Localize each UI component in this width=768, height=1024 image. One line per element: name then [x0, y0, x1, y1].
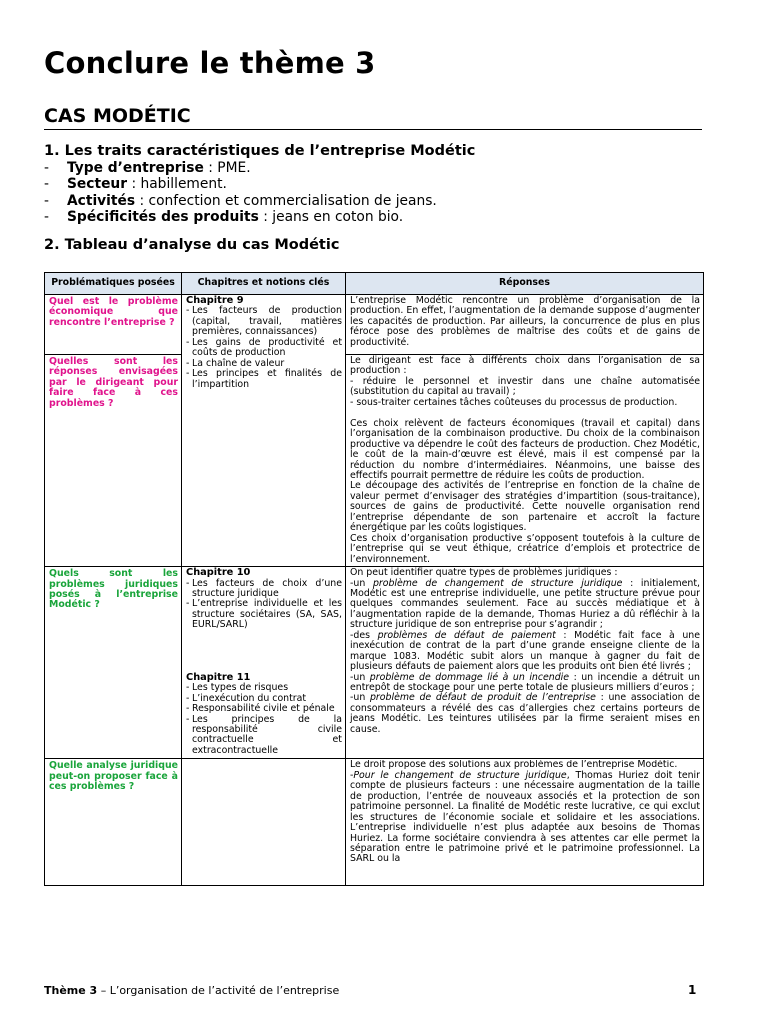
- chapter-cell: [182, 759, 346, 886]
- answer-item: -un problème de dommage lié à un incendie : un incendie a détruit un entrepôt de stockage pour une perte totale de plusieurs milliers d’euros ;: [350, 671, 700, 694]
- answer-item: -un problème de changement de structure juridique : initialement, Modétic est une entreprise individuelle, une petite structure prévue pour quelques commandes seulement. Face au succès médiatique et à l’augmentation rapide de la demande, Thomas Huriez a dû réfléchir à la structure juridique de son entreprise pour s’agrandir ;: [350, 577, 700, 631]
- list-dash: -: [44, 208, 49, 225]
- table-row: [45, 759, 704, 886]
- header-problematiques: Problématiques posées: [45, 273, 182, 295]
- answer-paragraph: Le droit propose des solutions aux problèmes de l’entreprise Modétic.: [350, 760, 678, 771]
- chapter-title: Chapitre 11: [186, 671, 251, 683]
- answer-paragraph: Le découpage des activités de l’entreprise en fonction de la chaîne de valeur permet d’envisager des stratégies d’impartition (sous-traitance), sources de gains de productivité. Cette nouvelle organisation rend l’entreprise dépendante de son partenaire et accroît la facture énergétique par les coûts logistiques.: [350, 480, 700, 534]
- table-row: [45, 355, 704, 567]
- answer-item: -des problèmes de défaut de paiement : Modétic fait face à une inexécution de contrat de la part d’une grande enseigne cliente de la marque 1083. Modétic subit alors un manque à gagner du fait de plusieurs défauts de paiement alors que les produits ont bien été livrés ;: [350, 629, 700, 673]
- question-cell: Quels sont les problèmes juridiques posés à l’entreprise Modétic ?: [45, 567, 182, 759]
- question-cell: Quelles sont les réponses envisagées par le dirigeant pour faire face à ces problèmes ?: [45, 355, 182, 567]
- trait-value: : habillement.: [127, 176, 227, 193]
- table-row: [45, 295, 704, 355]
- trait-value: : PME.: [203, 160, 251, 176]
- table-row: [45, 567, 704, 759]
- notion-item: - Les facteurs de choix d’une structure juridique: [186, 577, 342, 599]
- answer-paragraph: - sous-traiter certaines tâches coûteuses du processus de production.: [350, 396, 678, 408]
- question-cell: Quelle analyse juridique peut-on proposer face à ces problèmes ?: [45, 759, 182, 886]
- answer-paragraph: L’entreprise Modétic rencontre un problème d’organisation de la production. En effet, l’augmentation de la demande suppose d’augmenter les capacités de production. Par ailleurs, la concurrence de plus en plus féroce pose des problèmes de maîtrise des coûts et de gains de productivité.: [350, 295, 700, 348]
- question-cell: Quel est le problème économique que rencontre l’entreprise ?: [45, 295, 182, 355]
- notion-item: - L’inexécution du contrat: [186, 692, 307, 704]
- answer-paragraph: Ces choix relèvent de facteurs économiques (travail et capital) dans l’organisation de la combinaison productive. Du choix de la combinaison productive va dépendre le coût des facteurs de production. Chez Modétic, le coût de la main-d’œuvre est élevé, mais il est compensé par la réduction du nombre d’intermédiaires. Néanmoins, une baisse des effectifs pourrait permettre de réduire les coûts de production.: [350, 417, 700, 481]
- answer-cell: [346, 567, 704, 759]
- answer-cell: [346, 759, 704, 886]
- trait-item: [44, 160, 437, 176]
- chapter-cell: [182, 567, 346, 759]
- notion-item: - Les facteurs de production (capital, travail, matières premières, connaissances): [186, 305, 342, 338]
- list-dash: -: [44, 192, 49, 209]
- answer-item: -Pour le changement de structure juridique, Thomas Huriez doit tenir compte de plusieurs facteurs : une nécessaire augmentation de la taille de production, l’entrée de nouveaux associés et la protection de son patrimoine personnel. La finalité de Modétic reste lucrative, ce qui exclut les structures de l’économie sociale et solidaire et les associations. L’entreprise individuelle n’est plus adaptée aux besoins de Thomas Huriez. La forme sociétaire conviendra à ses attentes car elle permet la séparation entre le patrimoine privé et le patrimoine professionnel. La SARL ou la: [350, 769, 700, 865]
- chapter-title: Chapitre 9: [186, 295, 244, 306]
- notion-item: - Les principes de la responsabilité civile contractuelle et extracontractuelle: [186, 713, 342, 756]
- list-dash: -: [44, 160, 49, 176]
- answer-paragraph: On peut identifier quatre types de problèmes juridiques :: [350, 567, 618, 579]
- answer-paragraph: - réduire le personnel et investir dans une chaîne automatisée (substitution du capital au travail) ;: [350, 375, 700, 398]
- footer-text: [44, 984, 339, 997]
- section1-title: 1. Les traits caractéristiques de l’entreprise Modétic: [44, 143, 476, 159]
- trait-label: Spécificités des produits: [67, 208, 259, 225]
- table-header-row: [45, 273, 704, 295]
- footer-subtitle: – L’organisation de l’activité de l’entreprise: [97, 984, 340, 997]
- notion-item: - Les principes et finalités de l’impartition: [186, 368, 342, 390]
- notion-item: - La chaîne de valeur: [186, 357, 285, 369]
- trait-item: [44, 209, 437, 225]
- notion-item: - Responsabilité civile et pénale: [186, 703, 335, 715]
- answer-paragraph: Le dirigeant est face à différents choix dans l’organisation de sa production :: [350, 355, 700, 377]
- chapter-title: Chapitre 10: [186, 567, 251, 579]
- answer-paragraph: Ces choix d’organisation productive s’opposent toutefois à la culture de l’entreprise qui se veut éthique, créatrice d’emplois et protectrice de l’environnement.: [350, 532, 700, 565]
- header-chapitres: Chapitres et notions clés: [182, 273, 346, 295]
- page-title: Conclure le thème 3: [44, 46, 376, 80]
- answer-cell: [346, 355, 704, 567]
- trait-label: Type d’entreprise: [67, 160, 204, 176]
- title-rule: [44, 129, 702, 130]
- trait-item: [44, 176, 437, 192]
- page-number: 1: [688, 983, 697, 997]
- trait-label: Activités: [67, 192, 136, 209]
- answer-cell: [346, 295, 704, 355]
- answer-item: -un problème de défaut de produit de l’entreprise : une association de consommateurs a révélé des cas d’allergies chez certains porteurs de jeans Modétic. Les teintures utilisées par la firme seraient mises en cause.: [350, 692, 700, 735]
- trait-value: : confection et commercialisation de jeans.: [135, 192, 437, 209]
- list-dash: -: [44, 176, 49, 193]
- section2-title: 2. Tableau d’analyse du cas Modétic: [44, 237, 340, 253]
- trait-label: Secteur: [67, 176, 128, 193]
- notion-item: - Les gains de productivité et coûts de production: [186, 336, 342, 359]
- trait-item: [44, 193, 437, 209]
- footer-theme: Thème 3: [44, 984, 98, 997]
- analysis-table: [44, 272, 704, 886]
- notion-item: - Les types de risques: [186, 682, 289, 694]
- notion-item: - L’entreprise individuelle et les structure sociétaires (SA, SAS, EURL/SARL): [186, 598, 342, 631]
- header-reponses: Réponses: [346, 273, 704, 295]
- case-title: CAS MODÉTIC: [44, 105, 191, 127]
- chapter-cell: [182, 295, 346, 567]
- trait-value: : jeans en coton bio.: [258, 208, 404, 225]
- traits-list: [44, 160, 437, 225]
